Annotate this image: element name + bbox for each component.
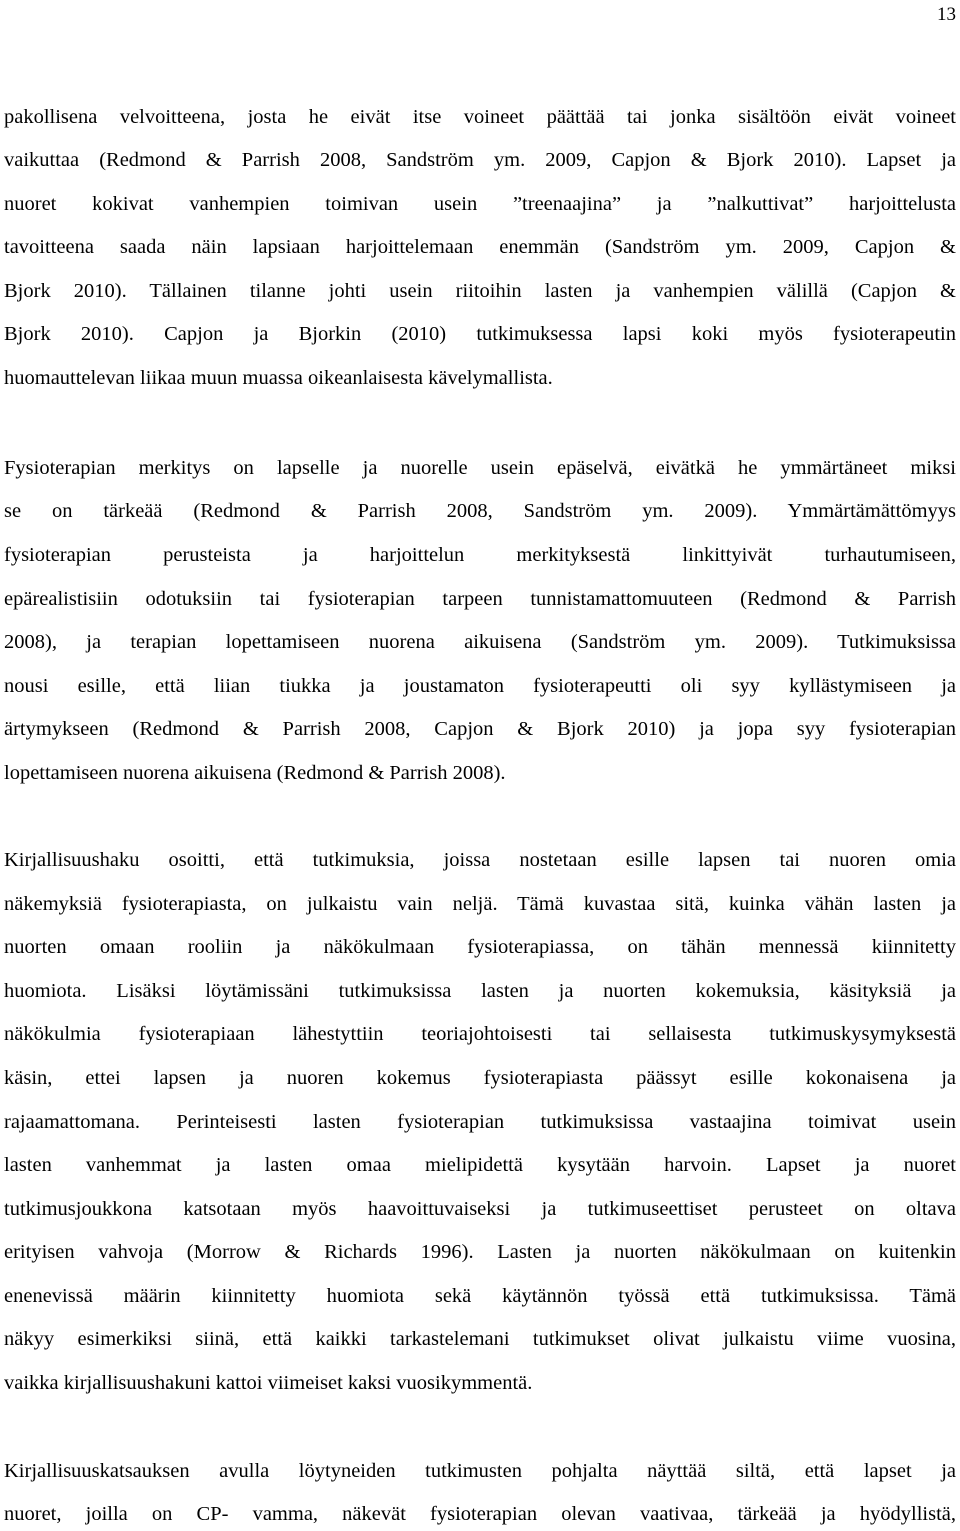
text-line: näkyy esimerkiksi siinä, että kaikki tarkastelemani tutkimukset olivat julkaistu viime vuosina, (4, 1328, 956, 1350)
text-line: huomauttelevan liikaa muun muassa oikeanlaisesta kävelymallista. (4, 367, 553, 389)
text-line: erityisen vahvoja (Morrow & Richards 1996). Lasten ja nuorten näkökulmaan on kuitenkin (4, 1241, 956, 1263)
text-line: se on tärkeää (Redmond & Parrish 2008, Sandström ym. 2009). Ymmärtämättömyys (4, 500, 956, 522)
text-line: käsin, ettei lapsen ja nuoren kokemus fysioterapiasta päässyt esille kokonaisena ja (4, 1067, 956, 1089)
text-line: lasten vanhemmat ja lasten omaa mielipidettä kysytään harvoin. Lapset ja nuoret (4, 1154, 956, 1176)
text-line: nuorten omaan rooliin ja näkökulmaan fysioterapiassa, on tähän mennessä kiinnitetty (4, 936, 956, 958)
text-line: nousi esille, että liian tiukka ja joustamaton fysioterapeutti oli syy kyllästymiseen ja (4, 675, 956, 697)
text-line: huomiota. Lisäksi löytämissäni tutkimuksissa lasten ja nuorten kokemuksia, käsityksiä ja (4, 980, 956, 1002)
text-line: Bjork 2010). Tällainen tilanne johti usein riitoihin lasten ja vanhempien välillä (Capjon & (4, 280, 956, 302)
text-line: tavoitteena saada näin lapsiaan harjoittelemaan enemmän (Sandström ym. 2009, Capjon & (4, 236, 956, 258)
text-line: lopettamiseen nuorena aikuisena (Redmond & Parrish 2008). (4, 762, 506, 784)
text-line: enenevissä määrin kiinnitetty huomiota sekä käytännön työssä että tutkimuksissa. Tämä (4, 1285, 956, 1307)
text-line: näkemyksiä fysioterapiasta, on julkaistu vain neljä. Tämä kuvastaa sitä, kuinka vähän lasten ja (4, 893, 956, 915)
text-line: Kirjallisuuskatsauksen avulla löytyneiden tutkimusten pohjalta näyttää siltä, että lapset ja (4, 1460, 956, 1482)
text-line: 2008), ja terapian lopettamiseen nuorena aikuisena (Sandström ym. 2009). Tutkimuksissa (4, 631, 956, 653)
text-line: Kirjallisuushaku osoitti, että tutkimuksia, joissa nostetaan esille lapsen tai nuoren omia (4, 849, 956, 871)
text-line: nuoret, joilla on CP- vamma, näkevät fysioterapian olevan vaativaa, tärkeää ja hyödyllistä, (4, 1503, 956, 1525)
text-line: nuoret kokivat vanhempien toimivan usein ”treenaajina” ja ”nalkuttivat” harjoittelusta (4, 193, 956, 215)
text-line: vaikka kirjallisuushakuni kattoi viimeiset kaksi vuosikymmentä. (4, 1372, 533, 1394)
text-line: pakollisena velvoitteena, josta he eivät itse voineet päättää tai jonka sisältöön eivät voineet (4, 106, 956, 128)
text-line: näkökulmia fysioterapiaan lähestyttiin teoriajohtoisesti tai sellaisesta tutkimuskysymyksestä (4, 1023, 956, 1045)
text-line: fysioterapian perusteista ja harjoittelun merkityksestä linkittyivät turhautumiseen, (4, 544, 956, 566)
text-line: vaikuttaa (Redmond & Parrish 2008, Sandström ym. 2009, Capjon & Bjork 2010). Lapset ja (4, 149, 956, 171)
page-number: 13 (937, 4, 956, 25)
text-line: Bjork 2010). Capjon ja Bjorkin (2010) tutkimuksessa lapsi koki myös fysioterapeutin (4, 323, 956, 345)
text-line: tutkimusjoukkona katsotaan myös haavoittuvaiseksi ja tutkimuseettiset perusteet on oltava (4, 1198, 956, 1220)
text-line: Fysioterapian merkitys on lapselle ja nuorelle usein epäselvä, eivätkä he ymmärtäneet miksi (4, 457, 956, 479)
text-line: epärealistisiin odotuksiin tai fysioterapian tarpeen tunnistamattomuuteen (Redmond & Parrish (4, 588, 956, 610)
text-line: rajaamattomana. Perinteisesti lasten fysioterapian tutkimuksissa vastaajina toimivat usein (4, 1111, 956, 1133)
text-line: ärtymykseen (Redmond & Parrish 2008, Capjon & Bjork 2010) ja jopa syy fysioterapian (4, 718, 956, 740)
